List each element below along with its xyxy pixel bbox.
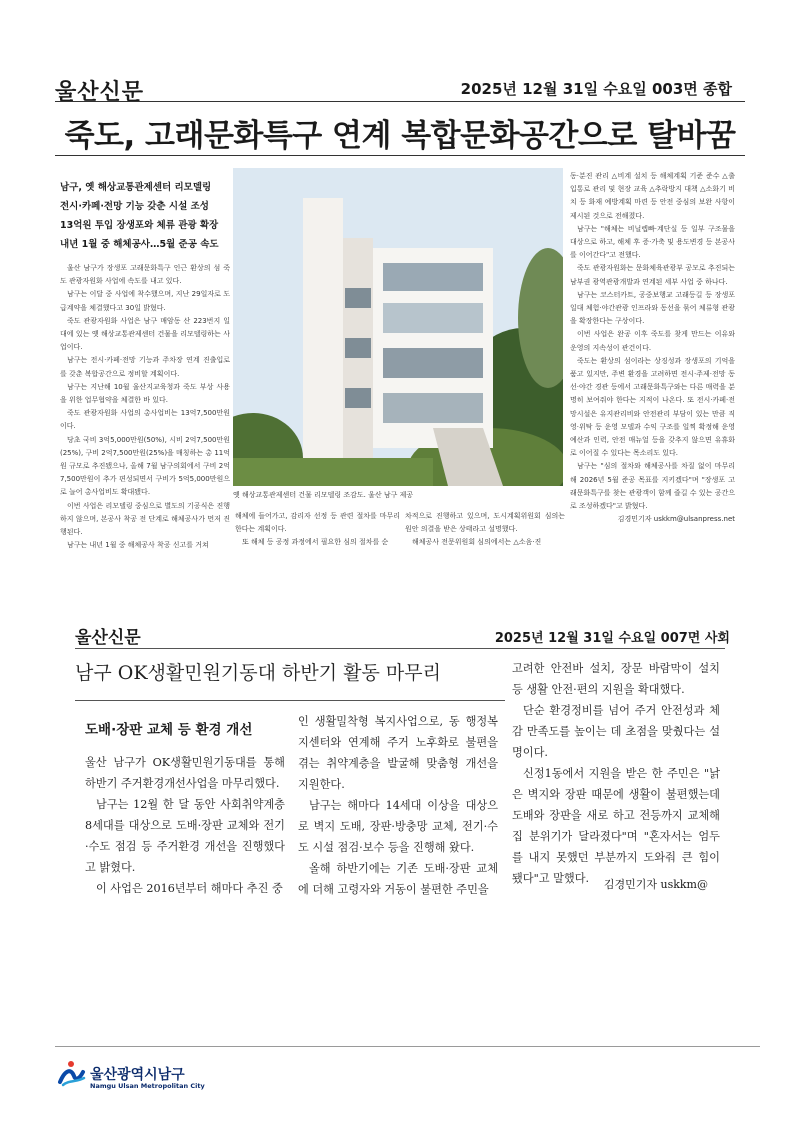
- paragraph: 죽도 관광자원화 사업의 총사업비는 13억7,500만원이다.: [60, 409, 230, 431]
- building-rendering-photo: [233, 168, 563, 486]
- paragraph: 신정1동에서 지원을 받은 한 주민은 "낡은 벽지와 장판 때문에 생활이 불편했는데 도배와 장판을 새로 하고 전등까지 교체해 집 분위기가 달라졌다"며 "혼자서는 엄두를 내지 못했던 부분까지 도와줘 큰 힘이 됐다"고 말했다.: [512, 767, 720, 885]
- footer-rule: [55, 1046, 760, 1047]
- paragraph: 죽도 관광자원화는 문화체육관광부 공모로 추진되는 남부권 광역관광개발과 연계된 세부 사업 중 하나다.: [570, 264, 735, 286]
- paragraph: 단순 환경정비를 넘어 주거 안전성과 체감 만족도를 높이는 데 초점을 맞췄다는 설명이다.: [512, 704, 720, 759]
- article-column-1: [60, 262, 230, 552]
- organization-name: 울산광역시남구: [90, 1067, 185, 1083]
- paragraph: 울산 남구가 장생포 고래문화특구 인근 환상의 섬 죽도 관광자원화 사업에 속도를 내고 있다.: [60, 264, 230, 286]
- paragraph: 해체에 들어가고, 감리자 선정 등 관련 절차를 마무리한다는 계획이다.: [235, 512, 400, 534]
- headline-2: 남구 OK생활민원기동대 하반기 활동 마무리: [75, 662, 441, 684]
- paragraph: 고려한 안전바 설치, 장문 바람막이 설치 등 생활 안전·편의 지원을 확대했다.: [512, 662, 720, 696]
- paragraph: 동·분진 관리 △비계 설치 등 해체계획 기준 준수 △출입통로 관리 및 현장 교육 △추락방지 대책 △소화기 비치 등 화재 예방계획 마련 등 안전 중심의 보완 사항이 제시된 것으로 전해졌다.: [570, 172, 735, 220]
- building-rendering-image: [233, 168, 563, 486]
- paragraph: 이번 사업은 완공 이후 죽도를 찾게 만드는 이유와 운영의 지속성이 관건이다.: [570, 330, 735, 352]
- organization-name-english: Namgu Ulsan Metropolitan City: [90, 1082, 205, 1090]
- subheads: [60, 178, 230, 254]
- headline: 죽도, 고래문화특구 연계 복합문화공간으로 탈바꿈: [64, 118, 736, 154]
- paragraph: 올해 하반기에는 기존 도배·장판 교체에 더해 고령자와 거동이 불편한 주민을: [298, 862, 498, 896]
- namgu-logo-icon: [57, 1058, 87, 1088]
- paragraph: 남구는 이달 중 사업에 착수했으며, 지난 29일자로 도급계약을 체결했다고 30일 밝혔다.: [60, 290, 230, 312]
- paragraph: 남구는 "해체는 비닐렙빠·계단실 등 일부 구조물을 대상으로 하고, 해체 후 증·가축 및 용도변경 등 본공사를 이어간다"고 전했다.: [570, 224, 735, 260]
- subhead-line: 내년 1월 중 해체공사…5월 준공 속도: [60, 239, 219, 250]
- newspaper-name: 울산신문: [55, 80, 145, 105]
- paragraph: 남구는 "심의 절차와 해체공사를 차질 없이 마무리해 2026년 5월 준공 목표를 지키겠다"며 "장생포 고래문화특구를 찾는 관광객이 함께 즐길 수 있는 공간으로 조성하겠다"고 밝혔다.: [570, 462, 735, 511]
- article2-top-rule: [75, 648, 725, 649]
- paragraph: 남구는 해마다 14세대 이상을 대상으로 벽지 도배, 장판·방충망 교체, 전기·수도 시설 점검·보수 등을 진행해 왔다.: [298, 799, 498, 854]
- byline-2: 김경민기자 uskkm@: [603, 878, 708, 891]
- subhead-line: 전시·카페·전망 기능 갖춘 시설 조성: [60, 201, 209, 212]
- date-line-2: 2025년 12월 31일 수요일 007면 사회: [494, 631, 730, 646]
- paragraph: 또 해체 등 공정 과정에서 필요한 심의 절차를 순: [242, 538, 389, 547]
- paragraph: 남구는 내년 1월 중 해체공사 착공 신고를 거쳐: [67, 541, 209, 550]
- headline-rule: [55, 155, 745, 156]
- paragraph: 차적으로 진행하고 있으며, 도시계획위원회 심의는 원안 의결을 받은 상태라고 설명했다.: [405, 512, 565, 534]
- paragraph: 남구는 지난해 10월 울산지교육청과 죽도 부상 사용을 위한 업무협약을 체결한 바 있다.: [60, 382, 230, 405]
- paragraph: 죽도는 환상의 섬이라는 상징성과 장생포의 기억을 품고 있지만, 주변 환경을 고려하면 전시·주제·전망 동선·야간 경관 등에서 고래문화특구와는 다른 매력을 분명히 보여줘야 한다는 지적이 나온다. 또 전시·카페·전망시설은 유지관리비와 안전관리 부담이 있는 만큼 직영·위탁 등 운영 모델과 수익 구조를 일찍 확정해 운영예산과 인력, 안전 매뉴얼 등을 갖추지 않으면 유휴화로 이어질 수 있다는 목소리도 있다.: [570, 356, 735, 458]
- paragraph: 인 생활밀착형 복지사업으로, 동 행정복지센터와 연계해 주거 노후화로 불편을 겪는 취약계층을 발굴해 맞춤형 개선을 지원한다.: [298, 715, 498, 791]
- date-line: 2025년 12월 31일 수요일 003면 종합: [460, 80, 732, 98]
- paragraph: 해체공사 전문위원회 심의에서는 △소음·진: [412, 538, 542, 547]
- article2-column-1: [85, 752, 285, 899]
- subhead-2: 도배·장판 교체 등 환경 개선: [85, 722, 253, 738]
- paragraph: 이번 사업은 리모델링 중심으로 별도의 기공식은 진행하지 않으며, 본공사 착공 전 단계로 해체공사가 먼저 진행된다.: [60, 501, 230, 537]
- paragraph: 남구는 전시·카페·전망 기능과 주차장 연계 진출입로를 갖춘 복합공간으로 정비할 계획이다.: [60, 356, 230, 378]
- paragraph: 남구는 코스터카트, 공중보행교 고래등길 등 장생포 일대 체험·야간관광 인프라와 동선을 묶어 체류형 관광을 확장한다는 구상이다.: [570, 290, 735, 326]
- paragraph: 이 사업은 2016년부터 해마다 추진 중: [96, 882, 283, 895]
- article2-column-2: [298, 711, 498, 900]
- top-rule: [55, 101, 745, 102]
- subhead-line: 남구, 옛 해상교통관제센터 리모델링: [60, 182, 212, 193]
- byline: 김경민기자 uskkm@ulsanpress.net: [617, 515, 735, 524]
- paragraph: 죽도 관광자원화 사업은 남구 매암동 산 223번지 일대에 있는 옛 해상교통관제센터 건물을 리모델링하는 사업이다.: [60, 316, 230, 352]
- article2-column-3: [512, 658, 720, 889]
- photo-caption: 옛 해상교통관제센터 건물 리모델링 조감도. 울산 남구 제공: [233, 491, 414, 499]
- subhead-line: 13억원 투입 장생포와 체류 관광 확장: [60, 220, 219, 231]
- article-column-2: [235, 510, 400, 550]
- paragraph: 남구는 12월 한 달 동안 사회취약계층 8세대를 대상으로 도배·장판 교체와 전기·수도 점검 등 주거환경 개선을 진행했다고 밝혔다.: [85, 798, 285, 874]
- article-column-4: [570, 170, 735, 526]
- article-column-3: [405, 510, 565, 550]
- headline-rule-2: [75, 700, 505, 701]
- paragraph: 당초 국비 3억5,000만원(50%), 시비 2억7,500만원(25%), 구비 2억7,500만원(25%)을 매칭하는 총 11억원 규모로 추진됐으나, 올해 7월 남구의회에서 구비 2억7,500만원이 추가 편성되면서 구비가 5억5,000만원으로 늘어 총사업비도 확대됐다.: [60, 435, 230, 497]
- paragraph: 울산 남구가 OK생활민원기동대를 통해 하반기 주거환경개선사업을 마무리했다.: [85, 756, 285, 790]
- newspaper-name-2: 울산신문: [75, 628, 141, 648]
